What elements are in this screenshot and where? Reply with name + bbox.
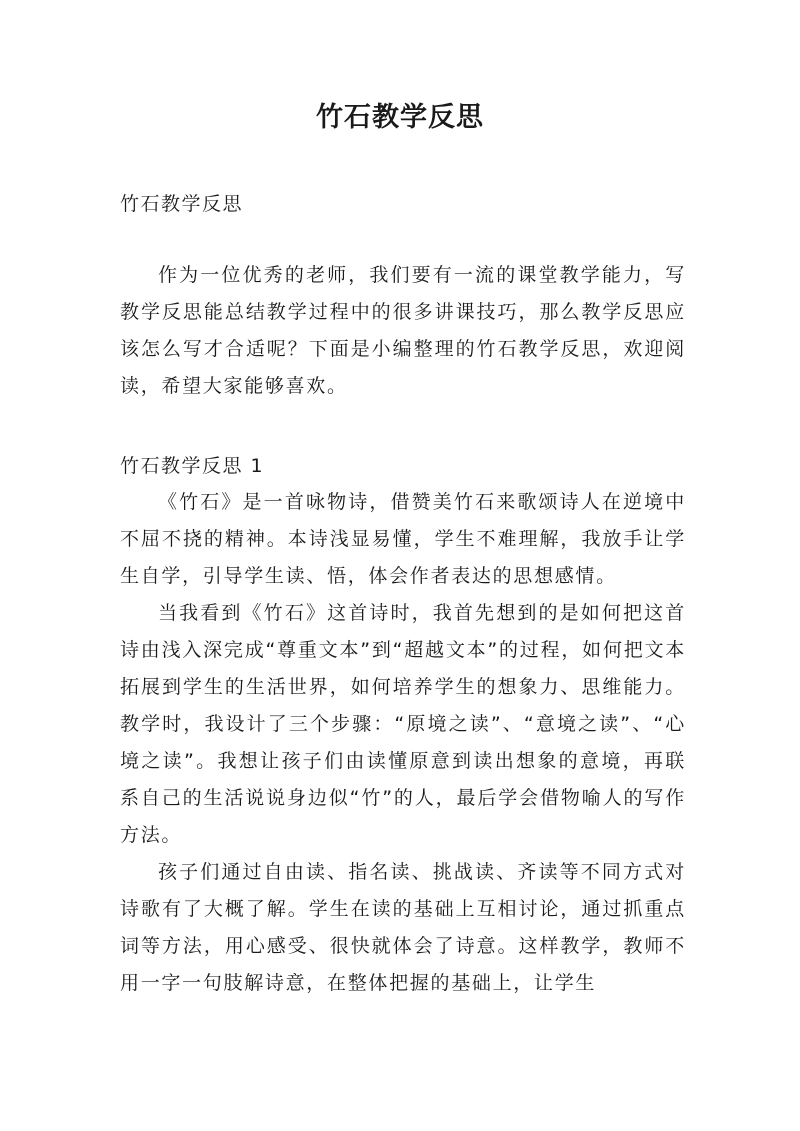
- body-paragraph-1: 《竹石》是一首咏物诗，借赞美竹石来歌颂诗人在逆境中不屈不挠的精神。本诗浅显易懂，学生不难理解，我放手让学生自学，引导学生读、悟，体会作者表达的思想感情。: [120, 491, 686, 587]
- body-paragraph-3: 孩子们通过自由读、指名读、挑战读、齐读等不同方式对诗歌有了大概了解。学生在读的基础上互相讨论，通过抓重点词等方法，用心感受、很快就体会了诗意。这样教学，教师不用一字一句肢解诗意，在整体把握的基础上，让学生: [120, 861, 686, 994]
- section-heading: 竹石教学反思 1: [120, 455, 265, 477]
- document-title: 竹石教学反思: [316, 102, 484, 133]
- section-body: [120, 484, 686, 1002]
- document-subtitle: 竹石教学反思: [120, 193, 244, 215]
- intro-block: [120, 257, 686, 405]
- intro-paragraph: 作为一位优秀的老师，我们要有一流的课堂教学能力，写教学反思能总结教学过程中的很多讲课技巧，那么教学反思应该怎么写才合适呢？下面是小编整理的竹石教学反思，欢迎阅读，希望大家能够喜欢。: [120, 264, 686, 397]
- body-paragraph-2: 当我看到《竹石》这首诗时，我首先想到的是如何把这首诗由浅入深完成“尊重文本”到“超越文本”的过程，如何把文本拓展到学生的生活世界，如何培养学生的想象力、思维能力。教学时，我设计了三个步骤：“原境之读”、“意境之读”、“心境之读”。我想让孩子们由读懂原意到读出想象的意境，再联系自己的生活说说身边似“竹”的人，最后学会借物喻人的写作方法。: [120, 602, 686, 846]
